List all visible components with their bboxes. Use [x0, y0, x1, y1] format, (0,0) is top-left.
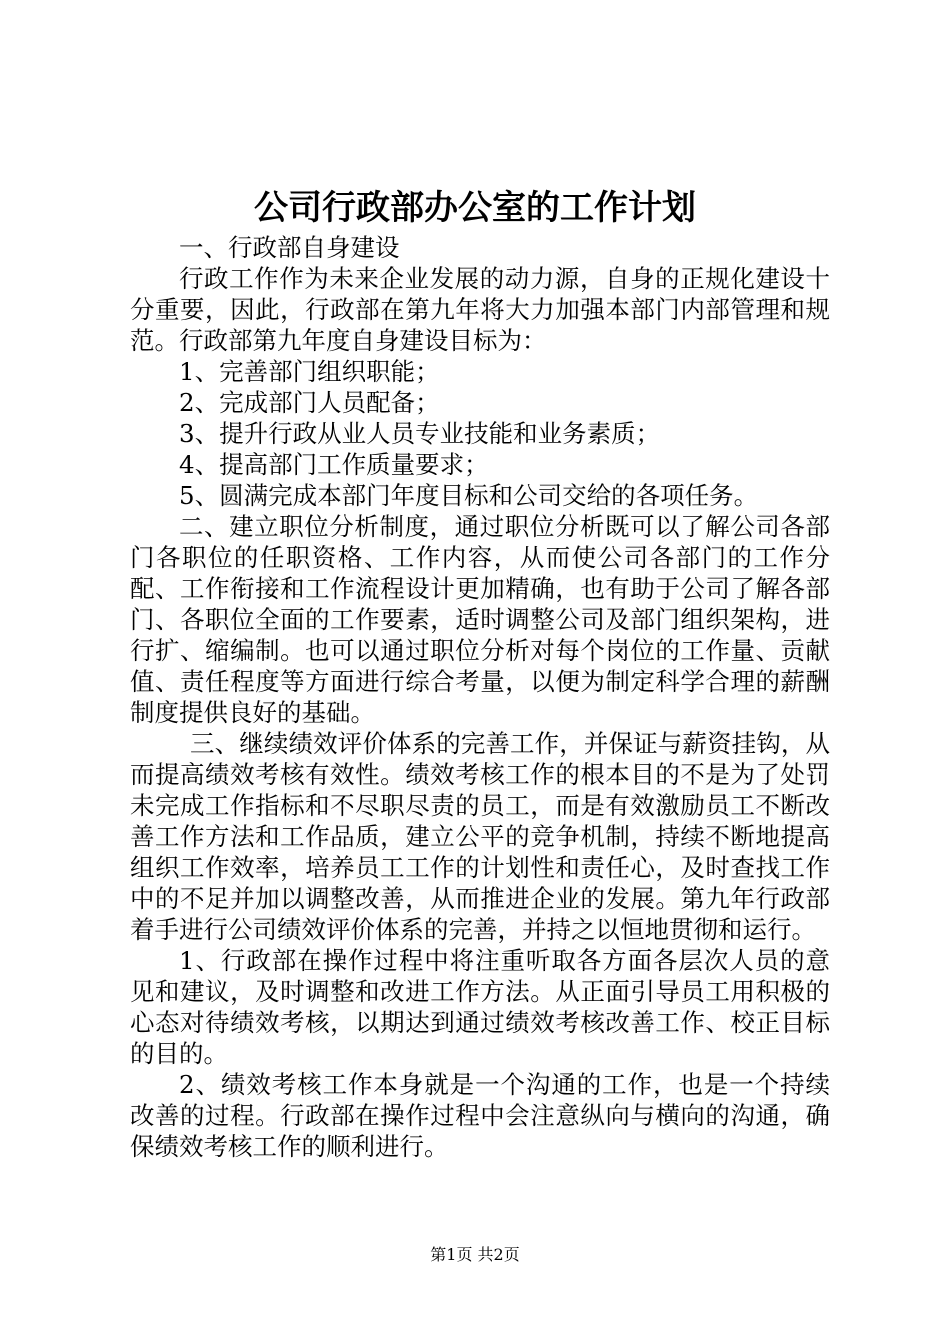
paragraph: 二、建立职位分析制度，通过职位分析既可以了解公司各部门各职位的任职资格、工作内容，从而使公司各部门的工作分配、工作衔接和工作流程设计更加精确，也有助于公司了解各部门、各职位全面的工作要素，适时调整公司及部门组织架构，进行扩、缩编制。也可以通过职位分析对每个岗位的工作量、贡献值、责任程度等方面进行综合考量，以便为制定科学合理的薪酬制度提供良好的基础。: [130, 512, 830, 727]
list-item: 1、行政部在操作过程中将注重听取各方面各层次人员的意见和建议，及时调整和改进工作方法。从正面引导员工用积极的心态对待绩效考核，以期达到通过绩效考核改善工作、校正目标的目的。: [130, 946, 830, 1068]
list-item: 2、绩效考核工作本身就是一个沟通的工作，也是一个持续改善的过程。行政部在操作过程中会注意纵向与横向的沟通，确保绩效考核工作的顺利进行。: [130, 1070, 830, 1161]
paragraph: 行政工作作为未来企业发展的动力源，自身的正规化建设十分重要，因此，行政部在第九年将大力加强本部门内部管理和规范。行政部第九年度自身建设目标为：: [130, 264, 830, 355]
list-item: 4、提高部门工作质量要求；: [179, 450, 489, 479]
document-body: [130, 232, 830, 1162]
list-item: 1、完善部门组织职能；: [179, 357, 440, 386]
list-item: 2、完成部门人员配备；: [179, 388, 440, 417]
page-footer: 第1页 共2页: [430, 1245, 520, 1264]
paragraph: 三、继续绩效评价体系的完善工作，并保证与薪资挂钩，从而提高绩效考核有效性。绩效考核工作的根本目的不是为了处罚未完成工作指标和不尽职尽责的员工，而是有效激励员工不断改善工作方法和工作品质，建立公平的竞争机制，持续不断地提高组织工作效率，培养员工工作的计划性和责任心，及时查找工作中的不足并加以调整改善，从而推进企业的发展。第九年行政部着手进行公司绩效评价体系的完善，并持之以恒地贯彻和运行。: [130, 729, 830, 944]
list-item: 3、提升行政从业人员专业技能和业务素质；: [179, 419, 661, 448]
page-title: 公司行政部办公室的工作计划: [254, 188, 696, 228]
list-item: 5、圆满完成本部门年度目标和公司交给的各项任务。: [179, 481, 759, 510]
paragraph: 一、行政部自身建设: [179, 233, 400, 262]
